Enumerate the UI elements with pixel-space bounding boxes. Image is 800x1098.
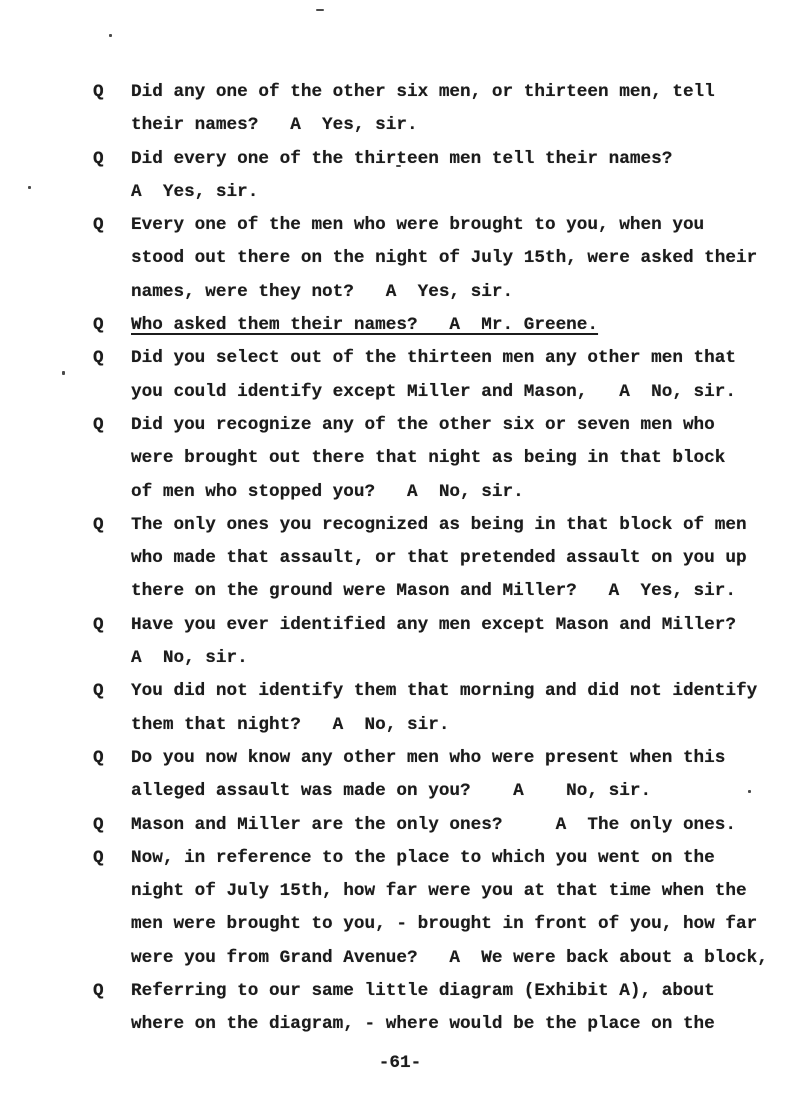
question-label: Q [93, 814, 104, 835]
transcript-line: were brought out there that night as being in that block [131, 448, 726, 469]
question-label: Q [93, 981, 104, 1002]
transcript-line: Do you now know any other men who were present when this [131, 747, 726, 768]
transcript-body [93, 76, 770, 1042]
question-label: Q [93, 847, 104, 868]
transcript-line: Did any one of the other six men, or thirteen men, tell [131, 82, 715, 102]
page-number: -61- [378, 1053, 422, 1073]
transcript-line: Referring to our same little diagram (Exhibit A), about [131, 981, 715, 1002]
qa-item [93, 76, 770, 143]
transcript-line: of men who stopped you? A No, sir. [131, 481, 524, 502]
transcript-line: Who asked them their names? A Mr. Greene. [131, 315, 599, 336]
transcript-line: their names? A Yes, sir. [131, 115, 418, 136]
qa-item [93, 509, 770, 609]
transcript-line: night of July 15th, how far were you at that time when the [131, 881, 747, 902]
qa-item [93, 209, 770, 309]
question-label: Q [93, 148, 104, 169]
transcript-line: Have you ever identified any men except Mason and Miller? [131, 614, 737, 635]
transcript-line: men were brought to you, - brought in front of you, how far [131, 914, 758, 935]
question-label: Q [93, 82, 104, 102]
transcript-line: stood out there on the night of July 15th, were asked their [131, 248, 758, 269]
transcript-line: them that night? A No, sir. [131, 714, 450, 735]
qa-item [93, 309, 770, 342]
transcript-line: Mason and Miller are the only ones? A The only ones. [131, 814, 737, 835]
scan-speck [62, 371, 65, 375]
question-label: Q [93, 414, 104, 435]
transcript-line: names, were they not? A Yes, sir. [131, 281, 514, 302]
transcript-line: were you from Grand Avenue? A We were back about a block, [131, 947, 768, 968]
transcript-line: You did not identify them that morning and did not identify [131, 681, 758, 702]
question-label: Q [93, 215, 104, 236]
transcript-line: A No, sir. [131, 648, 248, 669]
transcript-line: A Yes, sir. [131, 181, 259, 202]
question-label: Q [93, 514, 104, 535]
qa-item [93, 975, 770, 1042]
transcript-line: Did you recognize any of the other six or seven men who [131, 414, 715, 435]
question-label: Q [93, 614, 104, 635]
qa-item [93, 342, 770, 409]
transcript-line: you could identify except Miller and Mason, A No, sir. [131, 381, 737, 402]
qa-item [93, 842, 770, 975]
question-label: Q [93, 747, 104, 768]
question-label: Q [93, 681, 104, 702]
transcript-line: The only ones you recognized as being in that block of men [131, 514, 747, 535]
qa-item [93, 609, 770, 676]
question-label: Q [93, 315, 104, 336]
qa-item [93, 742, 770, 809]
transcript-line: there on the ground were Mason and Miller? A Yes, sir. [131, 581, 737, 602]
transcript-line: Did you select out of the thirteen men any other men that [131, 348, 737, 369]
scan-speck [109, 34, 112, 37]
qa-item [93, 143, 770, 210]
qa-item [93, 809, 770, 842]
transcript-line: alleged assault was made on you? A No, sir. [131, 781, 652, 802]
transcript-line: Every one of the men who were brought to you, when you [131, 215, 705, 236]
question-label: Q [93, 348, 104, 369]
scan-speck [28, 186, 31, 189]
transcript-line: where on the diagram, - where would be the place on the [131, 1014, 715, 1035]
scan-speck [316, 9, 324, 11]
qa-item [93, 675, 770, 742]
qa-item [93, 409, 770, 509]
transcript-line: Did every one of the thirteen men tell their names? [131, 148, 673, 169]
transcript-line: Now, in reference to the place to which you went on the [131, 847, 715, 868]
transcript-line: who made that assault, or that pretended assault on you up [131, 548, 747, 569]
